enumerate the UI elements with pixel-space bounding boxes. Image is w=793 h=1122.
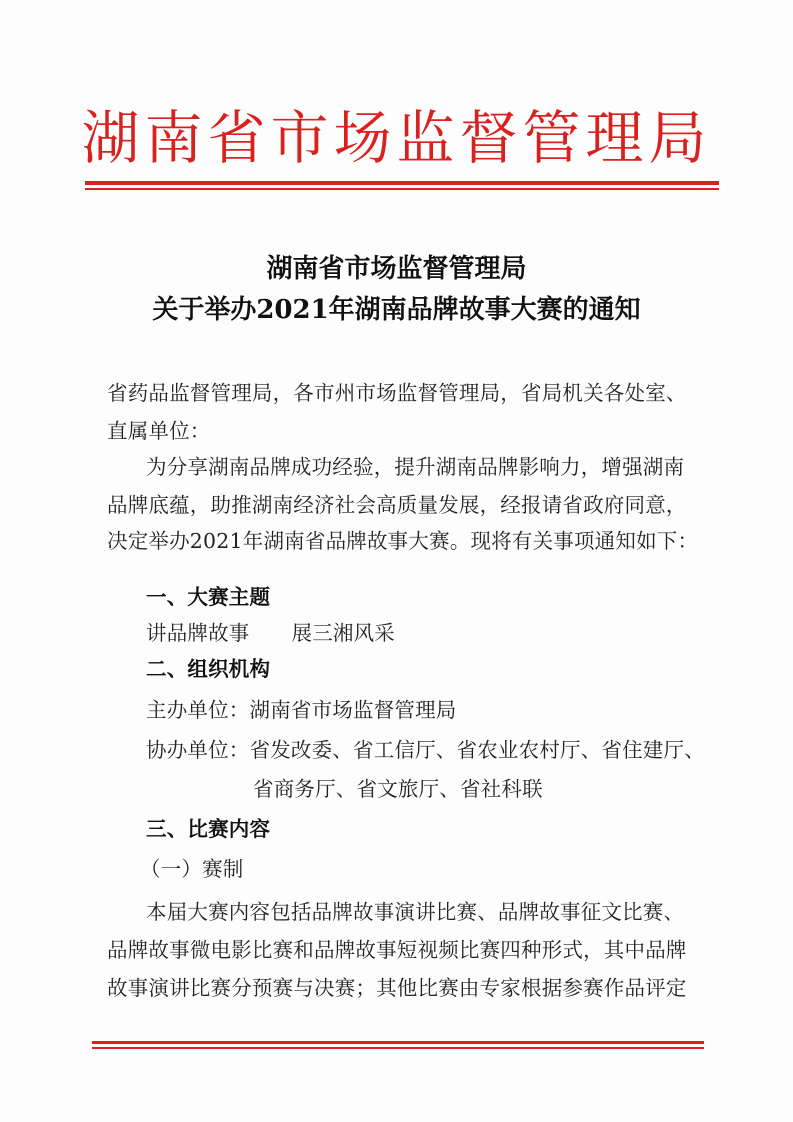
content-line: 品牌故事微电影比赛和品牌故事短视频比赛四种形式，其中品牌 bbox=[107, 938, 687, 962]
host-unit: 主办单位：湖南省市场监督管理局 bbox=[146, 698, 457, 722]
content-line: 故事演讲比赛分预赛与决赛；其他比赛由专家根据参赛作品评定 bbox=[107, 976, 687, 1000]
issuer-masthead: 湖南省市场监督管理局 bbox=[81, 104, 712, 172]
section-heading-theme: 一、大赛主题 bbox=[146, 585, 271, 609]
header-rule-thick bbox=[85, 181, 719, 185]
theme-text bbox=[146, 619, 395, 647]
co-host-list: 省发改委、省工信厅、省农业农村厅、省住建厅、 bbox=[249, 738, 705, 762]
content-line: 本届大赛内容包括品牌故事演讲比赛、品牌故事征文比赛、 bbox=[146, 900, 685, 924]
subsection-heading-format: （一）赛制 bbox=[140, 857, 244, 881]
section-heading-organization: 二、组织机构 bbox=[146, 657, 271, 681]
co-host-label: 协办单位： bbox=[146, 738, 250, 762]
co-host-units bbox=[146, 736, 705, 764]
co-host-list-cont: 省商务厅、省文旅厅、省社科联 bbox=[253, 777, 543, 801]
theme-part-a: 讲品牌故事 bbox=[146, 621, 250, 645]
intro-line: 品牌底蕴，助推湖南经济社会高质量发展，经报请省政府同意， bbox=[107, 493, 687, 517]
section-heading-content: 三、比赛内容 bbox=[146, 817, 271, 841]
notice-title-line2: 关于举办2021年湖南品牌故事大赛的通知 bbox=[152, 295, 641, 325]
footer-rule-thick bbox=[92, 1041, 704, 1044]
addressee-line: 省药品监督管理局，各市州市场监督管理局，省局机关各处室、 bbox=[107, 381, 687, 405]
header-rule-thin bbox=[85, 188, 719, 190]
addressee-line: 直属单位： bbox=[107, 419, 211, 443]
intro-line: 决定举办2021年湖南省品牌故事大赛。现将有关事项通知如下： bbox=[107, 529, 699, 553]
intro-line: 为分享湖南品牌成功经验，提升湖南品牌影响力，增强湖南 bbox=[146, 455, 685, 479]
notice-title-line1: 湖南省市场监督管理局 bbox=[266, 254, 527, 284]
footer-rule-thin bbox=[92, 1047, 704, 1049]
theme-part-b: 展三湘风采 bbox=[291, 621, 395, 645]
